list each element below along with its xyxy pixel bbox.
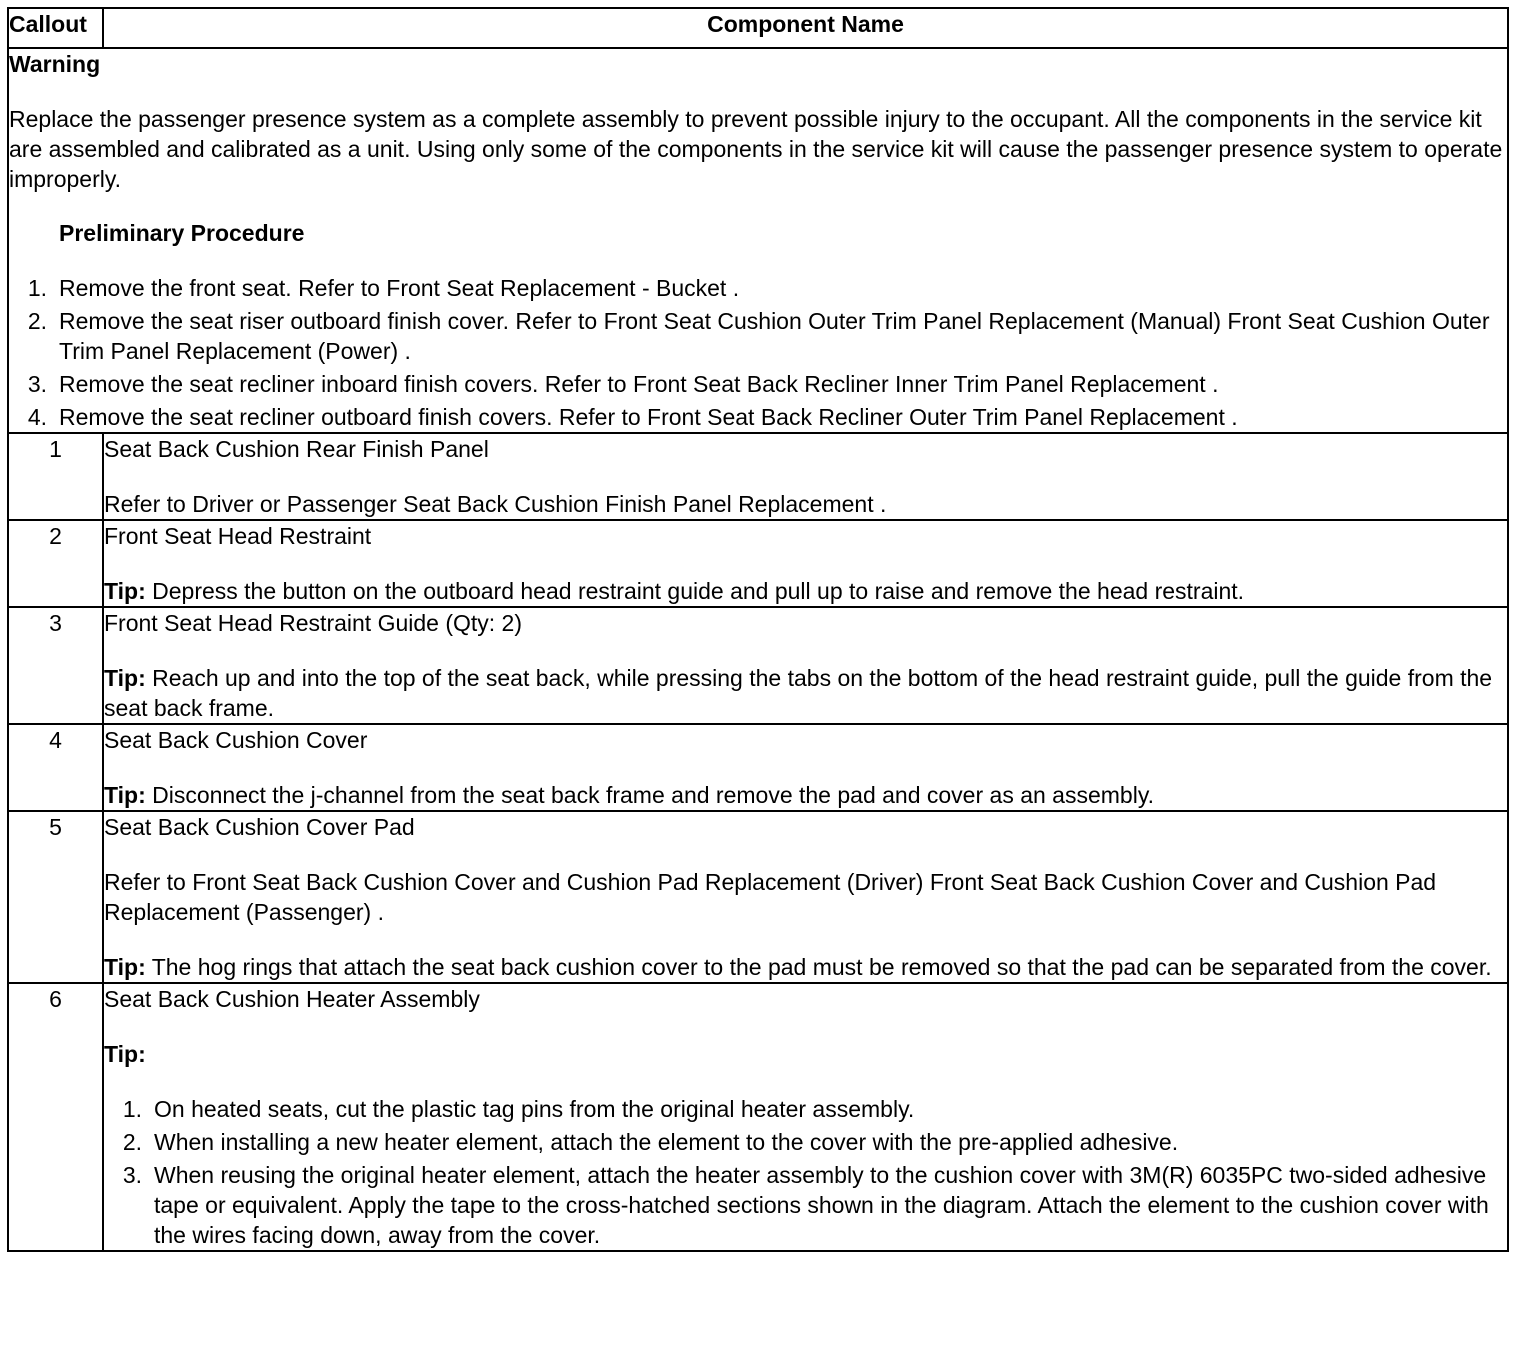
step-text: Remove the seat riser outboard finish cover. Refer to Front Seat Cushion Outer Trim Panel Replacement (Manual) Front Seat Cushion Outer Trim Panel Replacement (Power) . [59,308,1490,364]
tip-label: Tip: [104,665,146,691]
step-text: Remove the front seat. Refer to Front Seat Replacement - Bucket . [59,275,740,301]
header-component-name: Component Name [103,8,1508,48]
tip-step-number: 2. [122,1129,142,1155]
table-row [8,520,1508,607]
tip-step-text: When reusing the original heater element, attach the heater assembly to the cushion cover with 3M(R) 6035PC two-sided adhesive tape or equivalent. Apply the tape to the cross-hatched sections shown in the diagram. Attach the element to the cushion cover with the wires facing down, away from the cover. [154,1162,1489,1248]
callout-number: 1 [8,433,103,520]
tip-text: Reach up and into the top of the seat back, while pressing the tabs on the bottom of the head restraint guide, pull the guide from the seat back frame. [104,665,1493,721]
component-tip [104,576,1507,606]
component-name: Front Seat Head Restraint [104,523,372,549]
header-row [8,8,1508,48]
step-number: 3. [27,371,47,397]
component-cell [103,607,1508,724]
component-table [7,7,1509,1252]
tip-text: Depress the button on the outboard head restraint guide and pull up to raise and remove the head restraint. [145,578,1245,604]
tip-step-number: 1. [122,1096,142,1122]
preliminary-procedure-title: Preliminary Procedure [59,220,305,246]
step-number: 4. [27,404,47,430]
tip-step [104,1160,1507,1250]
component-name: Seat Back Cushion Cover Pad [104,814,415,840]
component-note: Refer to Front Seat Back Cushion Cover and Cushion Pad Replacement (Driver) Front Seat Back Cushion Cover and Cushion Pad Replacement (Passenger) . [104,869,1437,925]
component-name: Front Seat Head Restraint Guide (Qty: 2) [104,610,523,636]
component-tip [104,780,1507,810]
tip-label: Tip: [104,782,146,808]
table-row [8,983,1508,1251]
preliminary-steps [9,273,1507,432]
step-number: 2. [27,308,47,334]
tip-label: Tip: [104,954,146,980]
callout-number: 2 [8,520,103,607]
table-row [8,433,1508,520]
tip-step [104,1094,1507,1124]
component-tip [104,663,1507,723]
tip-step-text: When installing a new heater element, attach the element to the cover with the pre-applied adhesive. [154,1129,1179,1155]
tip-step-text: On heated seats, cut the plastic tag pins from the original heater assembly. [154,1096,915,1122]
warning-title: Warning [9,51,101,77]
component-name: Seat Back Cushion Heater Assembly [104,986,480,1012]
preliminary-step [9,273,1507,303]
tip-steps [104,1094,1507,1250]
component-cell [103,433,1508,520]
preliminary-step [9,306,1507,366]
table-row [8,607,1508,724]
component-name: Seat Back Cushion Rear Finish Panel [104,436,489,462]
step-text: Remove the seat recliner outboard finish covers. Refer to Front Seat Back Recliner Outer Trim Panel Replacement . [59,404,1238,430]
tip-step [104,1127,1507,1157]
callout-number: 6 [8,983,103,1251]
component-name: Seat Back Cushion Cover [104,727,368,753]
tip-step-number: 3. [122,1162,142,1188]
preliminary-step [9,402,1507,432]
component-cell [103,983,1508,1251]
tip-text: Disconnect the j-channel from the seat back frame and remove the pad and cover as an assembly. [145,782,1155,808]
component-cell [103,520,1508,607]
step-number: 1. [27,275,47,301]
component-tip [104,952,1507,982]
component-tip [104,1039,1507,1069]
preliminary-cell [8,48,1508,433]
table-row [8,724,1508,811]
preliminary-row [8,48,1508,433]
component-note: Refer to Driver or Passenger Seat Back Cushion Finish Panel Replacement . [104,491,887,517]
tip-text: The hog rings that attach the seat back cushion cover to the pad must be removed so that the pad can be separated from the cover. [145,954,1492,980]
table-row [8,811,1508,983]
callout-number: 4 [8,724,103,811]
step-text: Remove the seat recliner inboard finish covers. Refer to Front Seat Back Recliner Inner Trim Panel Replacement . [59,371,1219,397]
tip-label: Tip: [104,1041,146,1067]
tip-label: Tip: [104,578,146,604]
component-cell [103,724,1508,811]
component-cell [103,811,1508,983]
preliminary-step [9,369,1507,399]
warning-text: Replace the passenger presence system as a complete assembly to prevent possible injury to the occupant. All the components in the service kit are assembled and calibrated as a unit. Using only some of the components in the service kit will cause the passenger presence system to operate improperly. [9,106,1503,192]
callout-number: 3 [8,607,103,724]
callout-number: 5 [8,811,103,983]
header-callout: Callout [8,8,103,48]
